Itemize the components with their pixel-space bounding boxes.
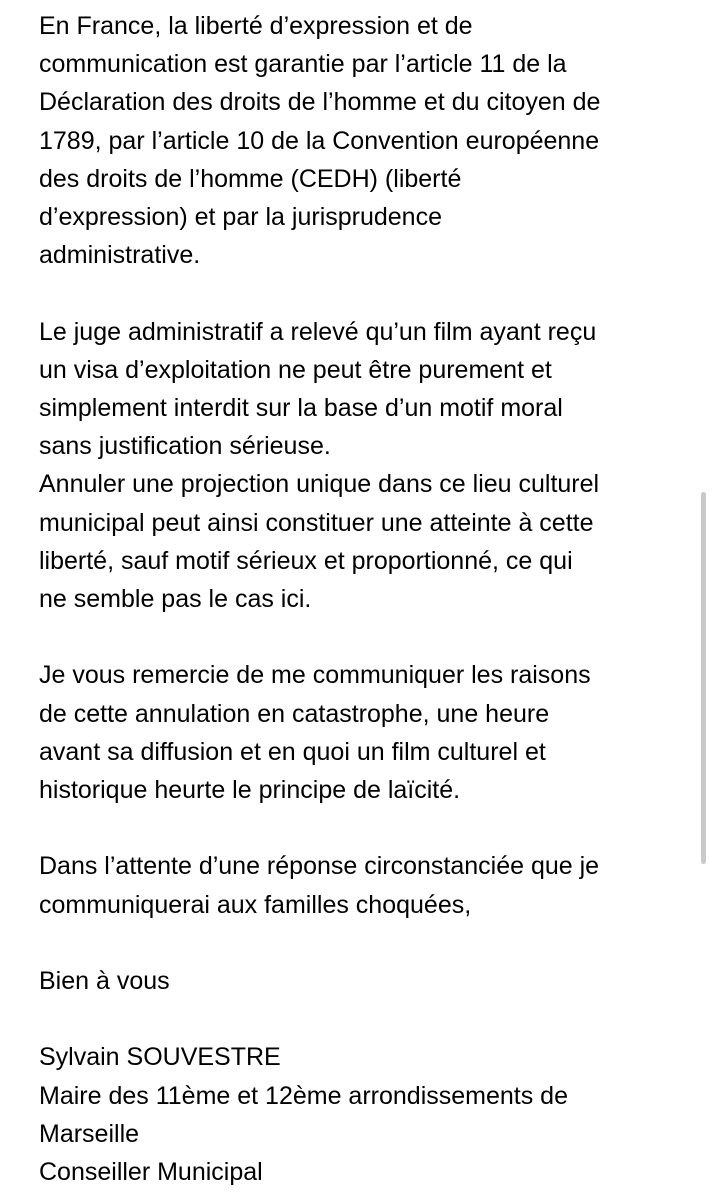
closing-salutation	[39, 962, 679, 1000]
text-line: d’expression) et par la jurisprudence	[39, 203, 442, 232]
text-line: administrative.	[39, 241, 201, 270]
paragraph-request	[39, 656, 679, 809]
text-line: Dans l’attente d’une réponse circonstanciée que je	[39, 852, 600, 881]
paragraph-spacer	[39, 809, 679, 847]
text-line: avant sa diffusion et en quoi un film culturel et	[39, 737, 546, 766]
text-line: Annuler une projection unique dans ce lieu culturel	[39, 470, 600, 499]
message-body	[39, 0, 679, 1191]
text-line: de cette annulation en catastrophe, une heure	[39, 699, 550, 728]
paragraph-legal-basis	[39, 7, 679, 274]
paragraph-spacer	[39, 1000, 679, 1038]
text-line: des droits de l’homme (CEDH) (liberté	[39, 164, 462, 193]
text-line: sans justification sérieuse.	[39, 432, 331, 461]
text-line: Déclaration des droits de l’homme et du citoyen de	[39, 88, 601, 117]
text-line: un visa d’exploitation ne peut être purement et	[39, 355, 552, 384]
signature-name: Sylvain SOUVESTRE	[39, 1043, 281, 1072]
vertical-scrollbar[interactable]	[701, 492, 706, 864]
signature-block	[39, 1038, 679, 1191]
text-line: liberté, sauf motif sérieux et proportionné, ce qui	[39, 546, 573, 575]
text-line: 1789, par l’article 10 de la Convention européenne	[39, 126, 600, 155]
paragraph-awaiting-response	[39, 847, 679, 923]
text-line: Bien à vous	[39, 967, 170, 996]
text-line: historique heurte le principe de laïcité.	[39, 776, 461, 805]
text-line: ne semble pas le cas ici.	[39, 585, 312, 614]
signature-city: Marseille	[39, 1119, 140, 1148]
text-line: Je vous remercie de me communiquer les raisons	[39, 661, 591, 690]
paragraph-spacer	[39, 274, 679, 312]
paragraph-spacer	[39, 618, 679, 656]
signature-role: Conseiller Municipal	[39, 1158, 263, 1187]
signature-title: Maire des 11ème et 12ème arrondissements de	[39, 1081, 568, 1110]
paragraph-spacer	[39, 924, 679, 962]
text-line: communiquerai aux familles choquées,	[39, 890, 472, 919]
text-line: municipal peut ainsi constituer une atteinte à cette	[39, 508, 594, 537]
paragraph-administrative-judge	[39, 313, 679, 619]
text-line: simplement interdit sur la base d’un motif moral	[39, 394, 563, 423]
text-line: communication est garantie par l’article 11 de la	[39, 50, 567, 79]
text-line: En France, la liberté d’expression et de	[39, 12, 473, 40]
text-line: Le juge administratif a relevé qu’un film ayant reçu	[39, 317, 597, 346]
